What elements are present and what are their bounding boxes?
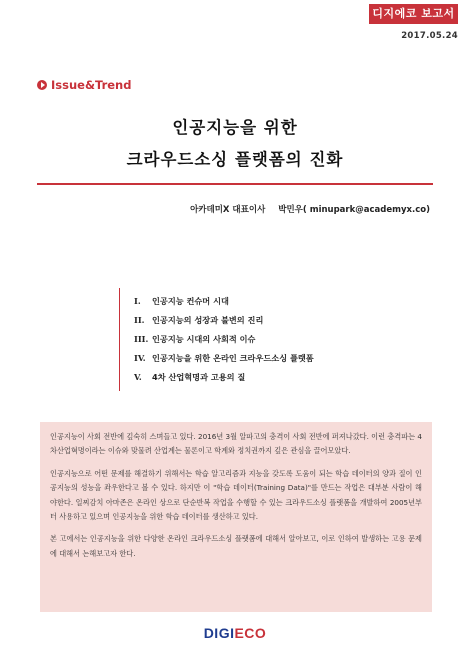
- section-tag-label: Issue&Trend: [51, 78, 132, 92]
- toc-item-number: II.: [134, 315, 145, 325]
- logo-text-digi: DIGI: [203, 625, 235, 641]
- toc-item-number: V.: [134, 372, 142, 382]
- document-title: [0, 112, 470, 176]
- logo-text-eco: ECO: [234, 625, 267, 641]
- author-name: 박민우( minupark@academyx.co): [278, 205, 430, 215]
- toc-item-label: 인공지능을 위한 온라인 크라우드소싱 플랫폼: [152, 353, 314, 363]
- toc-item-number: III.: [134, 334, 149, 344]
- title-line-2: 크라우드소싱 플랫폼의 진화: [126, 150, 344, 169]
- title-divider: [37, 183, 433, 185]
- table-of-contents: [119, 288, 448, 391]
- toc-item-label: 인공지능 컨슈머 시대: [152, 296, 229, 306]
- toc-item: [134, 330, 448, 349]
- author-line: [190, 203, 430, 215]
- section-tag: [37, 78, 131, 92]
- publish-date: 2017.05.24: [401, 31, 458, 41]
- author-organization: 아카데미X 대표이사: [190, 205, 266, 215]
- toc-item-label: 인공지능의 성장과 불변의 진리: [152, 315, 264, 325]
- report-type-badge: 디지에코 보고서: [369, 4, 458, 24]
- toc-item: [134, 292, 448, 311]
- toc-item-number: I.: [134, 296, 141, 306]
- toc-item: [134, 349, 448, 368]
- toc-item: [134, 311, 448, 330]
- circle-arrow-icon: [37, 80, 47, 90]
- title-line-1: 인공지능을 위한: [172, 118, 298, 137]
- summary-paragraph: 인공지능으로 어떤 문제를 해결하기 위해서는 학습 알고리즘과 지능을 갖도록 도움이 되는 학습 데이터의 양과 질이 인공지능의 성능을 좌우한다고 볼 수 있다. 하지만 이 "학습 데이터(Training Data)"를 만드는 작업은 대부분 사람이 해야한다. 일찌감치 아마존은 온라인 상으로 단순반복 작업을 수행할 수 있는 크라우드소싱 플랫폼을 개발하여 2005년부터 사용하고 있으며 인공지능을 위한 학습 데이터를 생산하고 있다.: [50, 468, 422, 522]
- toc-item-label: 4차 산업혁명과 고용의 질: [152, 372, 246, 382]
- summary-box: [40, 422, 432, 612]
- toc-item-label: 인공지능 시대의 사회적 이슈: [152, 334, 256, 344]
- toc-item: [134, 368, 448, 387]
- toc-item-number: IV.: [134, 353, 146, 363]
- summary-paragraph: 인공지능이 사회 전반에 깊숙히 스며들고 있다. 2016년 3월 알파고의 충격이 사회 전반에 퍼져나갔다. 이런 충격파는 4차산업혁명이라는 이슈와 맞물려 산업계는 물론이고 학계와 정치권까지 깊은 관심을 끌어모았다.: [50, 432, 422, 456]
- summary-paragraph: 본 고에서는 인공지능을 위한 다양한 온라인 크라우드소싱 플랫폼에 대해서 알아보고, 이로 인하여 발생하는 고용 문제에 대해서 논해보고자 한다.: [50, 534, 422, 558]
- digieco-logo: [0, 625, 470, 641]
